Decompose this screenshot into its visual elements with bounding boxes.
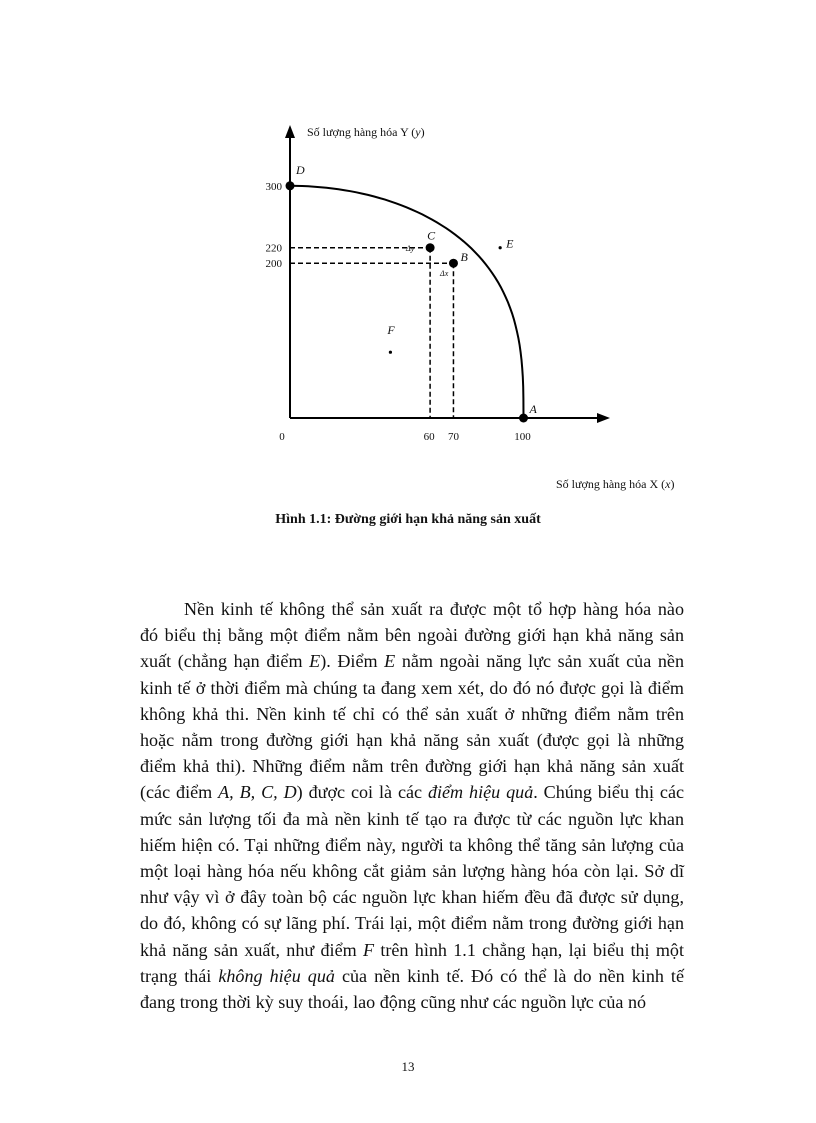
point-label-E: E xyxy=(506,236,514,251)
body-line: trạng thái không hiệu quả của nền kinh tế. Đó có thể là do nền kinh tế xyxy=(140,965,684,986)
body-line: hiếm hiện có. Tại những điểm này, người ta không thể tăng sản lượng của xyxy=(140,834,684,855)
points-group xyxy=(286,163,538,423)
x-tick-label: 0 xyxy=(279,431,285,443)
y-axis-arrow xyxy=(285,125,295,138)
body-line: mức sản lượng tối đa mà nền kinh tế tạo ra được từ các nguồn lực khan xyxy=(140,808,684,829)
body-line: Nền kinh tế không thể sản xuất ra được một tổ hợp hàng hóa nào xyxy=(184,599,684,619)
x-tick-label: 60 xyxy=(423,431,435,443)
body-line: không khả thi. Nền kinh tế chỉ có thể sản xuất ở những điểm nằm trên xyxy=(140,703,684,724)
body-line: do đó, không có sự lãng phí. Trái lại, một điểm nằm trong đường giới hạn xyxy=(140,913,684,934)
delta-y-label: Δy xyxy=(406,244,415,253)
x-tick-label: 100 xyxy=(514,431,531,443)
point-label-B: B xyxy=(460,250,468,265)
body-line: xuất (chẳng hạn điểm E). Điểm E nằm ngoài năng lực sản xuất của nền xyxy=(140,651,684,672)
axis-ticks xyxy=(266,181,532,443)
body-line: (các điểm A, B, C, D) được coi là các điểm hiệu quả. Chúng biểu thị các xyxy=(140,782,685,803)
body-line: kinh tế ở thời điểm mà chúng ta đang xem xét, do đó nó được gọi là điểm xyxy=(140,677,684,698)
point-label-C: C xyxy=(427,228,436,243)
dashed-guides xyxy=(290,248,453,418)
x-axis-arrow xyxy=(597,413,610,423)
ppf-curve xyxy=(290,186,524,418)
point-F xyxy=(389,351,392,354)
body-line: một loại hàng hóa nếu không cắt giảm sản lượng hàng hóa còn lại. Sở dĩ xyxy=(140,861,684,882)
body-line: đang trong thời kỳ suy thoái, lao động cũng như các nguồn lực của nó xyxy=(140,992,647,1013)
body-line: như vậy vì ở đây toàn bộ các nguồn lực khan hiếm đều đã được sử dụng, xyxy=(140,887,684,908)
ppf-figure xyxy=(0,0,816,520)
x-tick-label: 70 xyxy=(447,431,459,443)
point-B xyxy=(449,259,458,268)
point-C xyxy=(426,243,435,252)
point-label-F: F xyxy=(387,323,395,338)
page-number: 13 xyxy=(401,1059,415,1074)
point-E xyxy=(499,246,502,249)
point-D xyxy=(286,181,295,190)
y-axis-label: Số lượng hàng hóa Y (y) xyxy=(307,125,425,139)
body-paragraph xyxy=(140,596,684,1015)
x-axis-label: Số lượng hàng hóa X (x) xyxy=(556,477,675,491)
point-label-D: D xyxy=(296,162,305,177)
y-tick-label: 220 xyxy=(265,242,282,255)
body-line: đó biểu thị bằng một điểm nằm bên ngoài đường giới hạn khả năng sản xyxy=(140,625,684,646)
body-line: điểm khả thi). Những điểm nằm trên đường giới hạn khả năng sản xuất xyxy=(140,756,684,777)
y-tick-label: 300 xyxy=(265,180,282,193)
point-A xyxy=(519,414,528,423)
point-label-A: A xyxy=(529,402,537,416)
delta-x-label: Δx xyxy=(440,269,449,278)
body-line: khả năng sản xuất, như điểm F trên hình 1.1 chẳng hạn, lại biểu thị một xyxy=(140,939,685,960)
y-tick-label: 200 xyxy=(265,258,282,271)
body-line: hoặc nằm trong đường giới hạn khả năng sản xuất (được gọi là những xyxy=(140,730,684,751)
figure-caption: Hình 1.1: Đường giới hạn khả năng sản xuất xyxy=(275,512,541,527)
